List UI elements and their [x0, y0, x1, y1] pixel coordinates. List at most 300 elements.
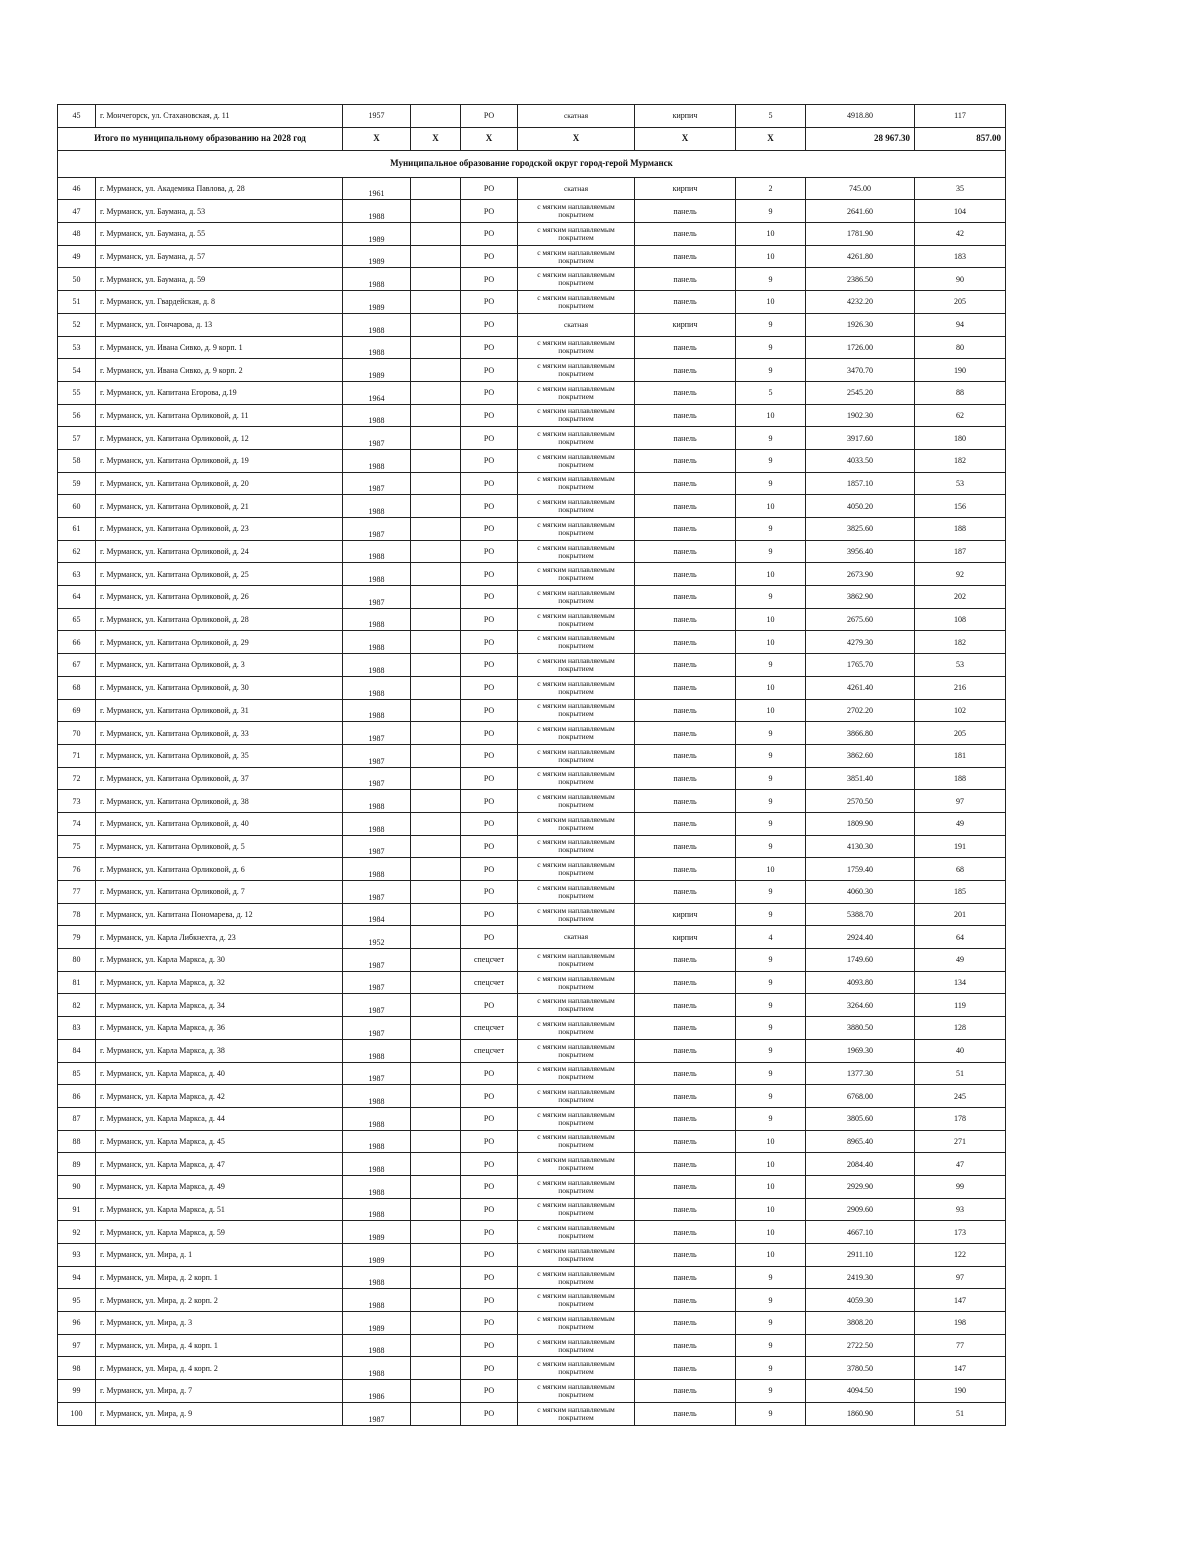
residents-cell: 51 [915, 1062, 1006, 1085]
empty-cell [411, 926, 461, 949]
residents-cell: 117 [915, 105, 1006, 128]
table-row [58, 518, 1006, 541]
area-cell: 1857.10 [806, 472, 915, 495]
residents-cell: 49 [915, 812, 1006, 835]
area-cell: 3917.60 [806, 427, 915, 450]
area-cell: 4094.50 [806, 1380, 915, 1403]
fund-method-cell: спецсчет [461, 1017, 518, 1040]
floors-cell: 9 [736, 790, 806, 813]
area-cell: 1726.00 [806, 336, 915, 359]
empty-cell [411, 586, 461, 609]
empty-cell [411, 699, 461, 722]
roof-type-cell: с мягким наплавляемым покрытием [518, 518, 635, 541]
total-x-cell: X [518, 127, 635, 150]
address-cell: г. Мурманск, ул. Карла Маркса, д. 42 [96, 1085, 343, 1108]
year-cell: 1988 [343, 268, 411, 291]
residents-cell: 185 [915, 881, 1006, 904]
floors-cell: 10 [736, 1175, 806, 1198]
year-cell: 1988 [343, 1289, 411, 1312]
wall-material-cell: панель [635, 359, 736, 382]
residents-cell: 104 [915, 200, 1006, 223]
residents-cell: 190 [915, 1380, 1006, 1403]
table-row [58, 495, 1006, 518]
table-row [58, 812, 1006, 835]
residents-cell: 205 [915, 722, 1006, 745]
roof-type-cell: с мягким наплавляемым покрытием [518, 949, 635, 972]
floors-cell: 10 [736, 1130, 806, 1153]
year-cell: 1988 [343, 540, 411, 563]
roof-type-cell: с мягким наплавляемым покрытием [518, 359, 635, 382]
roof-type-cell: с мягким наплавляемым покрытием [518, 903, 635, 926]
wall-material-cell: панель [635, 631, 736, 654]
fund-method-cell: РО [461, 1312, 518, 1335]
roof-type-cell: с мягким наплавляемым покрытием [518, 427, 635, 450]
table-row [58, 1334, 1006, 1357]
empty-cell [411, 1357, 461, 1380]
floors-cell: 10 [736, 676, 806, 699]
roof-type-cell: с мягким наплавляемым покрытием [518, 1107, 635, 1130]
floors-cell: 10 [736, 563, 806, 586]
area-cell: 4060.30 [806, 881, 915, 904]
roof-type-cell: с мягким наплавляемым покрытием [518, 404, 635, 427]
table-row [58, 767, 1006, 790]
empty-cell [411, 563, 461, 586]
row-number: 95 [58, 1289, 96, 1312]
wall-material-cell: панель [635, 608, 736, 631]
wall-material-cell: панель [635, 744, 736, 767]
area-cell: 4261.40 [806, 676, 915, 699]
floors-cell: 10 [736, 245, 806, 268]
year-cell: 1988 [343, 1039, 411, 1062]
row-number: 89 [58, 1153, 96, 1176]
wall-material-cell: панель [635, 472, 736, 495]
total-x-cell: X [461, 127, 518, 150]
residents-cell: 68 [915, 858, 1006, 881]
fund-method-cell: РО [461, 1289, 518, 1312]
row-number: 69 [58, 699, 96, 722]
floors-cell: 5 [736, 381, 806, 404]
year-cell: 1988 [343, 1107, 411, 1130]
roof-type-cell: с мягким наплавляемым покрытием [518, 1062, 635, 1085]
row-number: 66 [58, 631, 96, 654]
table-row [58, 1017, 1006, 1040]
floors-cell: 9 [736, 994, 806, 1017]
floors-cell: 10 [736, 223, 806, 246]
residents-cell: 205 [915, 291, 1006, 314]
roof-type-cell: с мягким наплавляемым покрытием [518, 472, 635, 495]
area-cell: 1860.90 [806, 1402, 915, 1425]
address-cell: г. Мурманск, ул. Карла Маркса, д. 36 [96, 1017, 343, 1040]
year-cell: 1987 [343, 767, 411, 790]
wall-material-cell: панель [635, 722, 736, 745]
area-cell: 2419.30 [806, 1266, 915, 1289]
fund-method-cell: РО [461, 404, 518, 427]
roof-type-cell: с мягким наплавляемым покрытием [518, 1289, 635, 1312]
area-cell: 4261.80 [806, 245, 915, 268]
table-row [58, 699, 1006, 722]
row-number: 92 [58, 1221, 96, 1244]
fund-method-cell: РО [461, 1198, 518, 1221]
year-cell: 1988 [343, 495, 411, 518]
address-cell: г. Мурманск, ул. Капитана Орликовой, д. 21 [96, 495, 343, 518]
floors-cell: 9 [736, 744, 806, 767]
roof-type-cell: с мягким наплавляемым покрытием [518, 1334, 635, 1357]
table-row [58, 1312, 1006, 1335]
roof-type-cell: с мягким наплавляемым покрытием [518, 1357, 635, 1380]
row-number: 97 [58, 1334, 96, 1357]
residents-cell: 187 [915, 540, 1006, 563]
roof-type-cell: с мягким наплавляемым покрытием [518, 563, 635, 586]
row-number: 86 [58, 1085, 96, 1108]
total-x-cell: X [736, 127, 806, 150]
fund-method-cell: РО [461, 200, 518, 223]
address-cell: г. Мурманск, ул. Карла Маркса, д. 59 [96, 1221, 343, 1244]
floors-cell: 10 [736, 495, 806, 518]
roof-type-cell: с мягким наплавляемым покрытием [518, 835, 635, 858]
floors-cell: 9 [736, 540, 806, 563]
row-number: 68 [58, 676, 96, 699]
wall-material-cell: панель [635, 563, 736, 586]
roof-type-cell: с мягким наплавляемым покрытием [518, 631, 635, 654]
wall-material-cell: кирпич [635, 926, 736, 949]
address-cell: г. Мурманск, ул. Карла Либкнехта, д. 23 [96, 926, 343, 949]
area-cell: 3866.80 [806, 722, 915, 745]
area-cell: 4232.20 [806, 291, 915, 314]
address-cell: г. Мурманск, ул. Капитана Орликовой, д. 20 [96, 472, 343, 495]
wall-material-cell: панель [635, 1221, 736, 1244]
area-cell: 4033.50 [806, 449, 915, 472]
row-number: 77 [58, 881, 96, 904]
wall-material-cell: панель [635, 518, 736, 541]
floors-cell: 9 [736, 1017, 806, 1040]
year-cell: 1987 [343, 586, 411, 609]
address-cell: г. Мурманск, ул. Капитана Орликовой, д. 12 [96, 427, 343, 450]
row-number: 73 [58, 790, 96, 813]
table-row [58, 1107, 1006, 1130]
wall-material-cell: панель [635, 1153, 736, 1176]
empty-cell [411, 404, 461, 427]
area-cell: 1926.30 [806, 313, 915, 336]
empty-cell [411, 1130, 461, 1153]
year-cell: 1988 [343, 563, 411, 586]
floors-cell: 5 [736, 105, 806, 128]
wall-material-cell: панель [635, 1198, 736, 1221]
address-cell: г. Мурманск, ул. Баумана, д. 59 [96, 268, 343, 291]
wall-material-cell: панель [635, 291, 736, 314]
empty-cell [411, 1062, 461, 1085]
residents-cell: 190 [915, 359, 1006, 382]
row-number: 84 [58, 1039, 96, 1062]
floors-cell: 10 [736, 404, 806, 427]
table-row [58, 1221, 1006, 1244]
empty-cell [411, 105, 461, 128]
residents-cell: 42 [915, 223, 1006, 246]
roof-type-cell: с мягким наплавляемым покрытием [518, 336, 635, 359]
fund-method-cell: РО [461, 1062, 518, 1085]
address-cell: г. Мурманск, ул. Баумана, д. 55 [96, 223, 343, 246]
roof-type-cell: с мягким наплавляемым покрытием [518, 767, 635, 790]
address-cell: г. Мурманск, ул. Капитана Орликовой, д. 40 [96, 812, 343, 835]
row-number: 59 [58, 472, 96, 495]
empty-cell [411, 767, 461, 790]
fund-method-cell: РО [461, 608, 518, 631]
floors-cell: 9 [736, 1312, 806, 1335]
roof-type-cell: с мягким наплавляемым покрытием [518, 722, 635, 745]
table-row [58, 540, 1006, 563]
address-cell: г. Мурманск, ул. Баумана, д. 57 [96, 245, 343, 268]
roof-type-cell: скатная [518, 313, 635, 336]
fund-method-cell: РО [461, 926, 518, 949]
table-row [58, 1266, 1006, 1289]
table-row [58, 177, 1006, 200]
floors-cell: 9 [736, 1085, 806, 1108]
fund-method-cell: РО [461, 790, 518, 813]
table-row [58, 926, 1006, 949]
row-number: 52 [58, 313, 96, 336]
table-row [58, 105, 1006, 128]
floors-cell: 9 [736, 654, 806, 677]
fund-method-cell: РО [461, 563, 518, 586]
year-cell: 1988 [343, 404, 411, 427]
area-cell: 4093.80 [806, 971, 915, 994]
roof-type-cell: с мягким наплавляемым покрытием [518, 1266, 635, 1289]
fund-method-cell: РО [461, 881, 518, 904]
fund-method-cell: РО [461, 359, 518, 382]
year-cell: 1952 [343, 926, 411, 949]
row-number: 96 [58, 1312, 96, 1335]
wall-material-cell: кирпич [635, 313, 736, 336]
total-area: 28 967.30 [806, 127, 915, 150]
residents-cell: 80 [915, 336, 1006, 359]
roof-type-cell: с мягким наплавляемым покрытием [518, 1153, 635, 1176]
address-cell: г. Мурманск, ул. Капитана Орликовой, д. 11 [96, 404, 343, 427]
address-cell: г. Мурманск, ул. Баумана, д. 53 [96, 200, 343, 223]
empty-cell [411, 812, 461, 835]
residents-cell: 216 [915, 676, 1006, 699]
area-cell: 1902.30 [806, 404, 915, 427]
area-cell: 745.00 [806, 177, 915, 200]
residents-cell: 40 [915, 1039, 1006, 1062]
address-cell: г. Мурманск, ул. Карла Маркса, д. 34 [96, 994, 343, 1017]
wall-material-cell: панель [635, 1289, 736, 1312]
empty-cell [411, 858, 461, 881]
empty-cell [411, 1017, 461, 1040]
roof-type-cell: с мягким наплавляемым покрытием [518, 1175, 635, 1198]
area-cell: 2545.20 [806, 381, 915, 404]
row-number: 99 [58, 1380, 96, 1403]
roof-type-cell: с мягким наплавляемым покрытием [518, 495, 635, 518]
wall-material-cell: панель [635, 767, 736, 790]
wall-material-cell: панель [635, 1312, 736, 1335]
area-cell: 2911.10 [806, 1244, 915, 1267]
fund-method-cell: РО [461, 427, 518, 450]
table-row [58, 1244, 1006, 1267]
area-cell: 4667.10 [806, 1221, 915, 1244]
table-row [58, 404, 1006, 427]
address-cell: г. Мурманск, ул. Мира, д. 1 [96, 1244, 343, 1267]
row-number: 57 [58, 427, 96, 450]
year-cell: 1988 [343, 812, 411, 835]
year-cell: 1987 [343, 835, 411, 858]
year-cell: 1988 [343, 336, 411, 359]
year-cell: 1987 [343, 427, 411, 450]
fund-method-cell: РО [461, 699, 518, 722]
empty-cell [411, 949, 461, 972]
table-row [58, 881, 1006, 904]
empty-cell [411, 1107, 461, 1130]
area-cell: 2929.90 [806, 1175, 915, 1198]
total-x-cell: X [411, 127, 461, 150]
row-number: 46 [58, 177, 96, 200]
roof-type-cell: с мягким наплавляемым покрытием [518, 1198, 635, 1221]
wall-material-cell: панель [635, 540, 736, 563]
housing-register-table [57, 104, 1006, 1426]
table-row [58, 1402, 1006, 1425]
area-cell: 2673.90 [806, 563, 915, 586]
floors-cell: 9 [736, 903, 806, 926]
floors-cell: 9 [736, 812, 806, 835]
wall-material-cell: панель [635, 336, 736, 359]
area-cell: 1969.30 [806, 1039, 915, 1062]
address-cell: г. Мурманск, ул. Мира, д. 4 корп. 2 [96, 1357, 343, 1380]
roof-type-cell: с мягким наплавляемым покрытием [518, 223, 635, 246]
fund-method-cell: РО [461, 812, 518, 835]
fund-method-cell: РО [461, 268, 518, 291]
roof-type-cell: с мягким наплавляемым покрытием [518, 1402, 635, 1425]
residents-cell: 147 [915, 1357, 1006, 1380]
floors-cell: 9 [736, 1402, 806, 1425]
row-number: 58 [58, 449, 96, 472]
table-row [58, 336, 1006, 359]
roof-type-cell: с мягким наплавляемым покрытием [518, 676, 635, 699]
wall-material-cell: панель [635, 495, 736, 518]
residents-cell: 202 [915, 586, 1006, 609]
fund-method-cell: РО [461, 518, 518, 541]
residents-cell: 180 [915, 427, 1006, 450]
year-cell: 1987 [343, 881, 411, 904]
row-number: 63 [58, 563, 96, 586]
total-x-cell: X [343, 127, 411, 150]
roof-type-cell: с мягким наплавляемым покрытием [518, 449, 635, 472]
residents-cell: 53 [915, 472, 1006, 495]
floors-cell: 9 [736, 1062, 806, 1085]
address-cell: г. Мурманск, ул. Капитана Орликовой, д. 5 [96, 835, 343, 858]
empty-cell [411, 744, 461, 767]
year-cell: 1988 [343, 1198, 411, 1221]
floors-cell: 9 [736, 472, 806, 495]
empty-cell [411, 381, 461, 404]
row-number: 82 [58, 994, 96, 1017]
year-cell: 1984 [343, 903, 411, 926]
roof-type-cell: с мягким наплавляемым покрытием [518, 858, 635, 881]
fund-method-cell: РО [461, 1266, 518, 1289]
address-cell: г. Мурманск, ул. Капитана Пономарева, д. 12 [96, 903, 343, 926]
roof-type-cell: скатная [518, 177, 635, 200]
table-row [58, 268, 1006, 291]
residents-cell: 64 [915, 926, 1006, 949]
row-number: 94 [58, 1266, 96, 1289]
floors-cell: 9 [736, 1039, 806, 1062]
empty-cell [411, 1402, 461, 1425]
residents-cell: 88 [915, 381, 1006, 404]
year-cell: 1988 [343, 608, 411, 631]
address-cell: г. Мурманск, ул. Капитана Орликовой, д. 35 [96, 744, 343, 767]
section-header-row [58, 150, 1006, 177]
area-cell: 6768.00 [806, 1085, 915, 1108]
floors-cell: 9 [736, 200, 806, 223]
fund-method-cell: РО [461, 1221, 518, 1244]
empty-cell [411, 1085, 461, 1108]
empty-cell [411, 971, 461, 994]
wall-material-cell: панель [635, 858, 736, 881]
residents-cell: 49 [915, 949, 1006, 972]
floors-cell: 9 [736, 359, 806, 382]
area-cell: 3862.90 [806, 586, 915, 609]
residents-cell: 92 [915, 563, 1006, 586]
wall-material-cell: панель [635, 676, 736, 699]
table-row [58, 586, 1006, 609]
year-cell: 1988 [343, 631, 411, 654]
wall-material-cell: кирпич [635, 903, 736, 926]
empty-cell [411, 835, 461, 858]
table-row [58, 1198, 1006, 1221]
fund-method-cell: РО [461, 1244, 518, 1267]
residents-cell: 108 [915, 608, 1006, 631]
wall-material-cell: панель [635, 1107, 736, 1130]
year-cell: 1987 [343, 722, 411, 745]
fund-method-cell: РО [461, 177, 518, 200]
fund-method-cell: РО [461, 586, 518, 609]
table-row [58, 563, 1006, 586]
year-cell: 1988 [343, 1266, 411, 1289]
residents-cell: 271 [915, 1130, 1006, 1153]
year-cell: 1986 [343, 1380, 411, 1403]
empty-cell [411, 540, 461, 563]
fund-method-cell: РО [461, 1130, 518, 1153]
wall-material-cell: панель [635, 1017, 736, 1040]
year-cell: 1987 [343, 1402, 411, 1425]
roof-type-cell: с мягким наплавляемым покрытием [518, 1085, 635, 1108]
table-row [58, 313, 1006, 336]
address-cell: г. Мурманск, ул. Капитана Орликовой, д. 26 [96, 586, 343, 609]
roof-type-cell: с мягким наплавляемым покрытием [518, 881, 635, 904]
empty-cell [411, 472, 461, 495]
fund-method-cell: РО [461, 1334, 518, 1357]
table-row [58, 608, 1006, 631]
residents-cell: 188 [915, 518, 1006, 541]
wall-material-cell: панель [635, 200, 736, 223]
address-cell: г. Мурманск, ул. Капитана Орликовой, д. 19 [96, 449, 343, 472]
year-cell: 1988 [343, 200, 411, 223]
empty-cell [411, 654, 461, 677]
empty-cell [411, 1198, 461, 1221]
area-cell: 3825.60 [806, 518, 915, 541]
residents-cell: 181 [915, 744, 1006, 767]
fund-method-cell: РО [461, 1357, 518, 1380]
address-cell: г. Мурманск, ул. Карла Маркса, д. 47 [96, 1153, 343, 1176]
table-row [58, 472, 1006, 495]
area-cell: 2641.60 [806, 200, 915, 223]
table-row [58, 1357, 1006, 1380]
floors-cell: 9 [736, 835, 806, 858]
total-row [58, 127, 1006, 150]
fund-method-cell: спецсчет [461, 1039, 518, 1062]
fund-method-cell: РО [461, 835, 518, 858]
table-row [58, 1039, 1006, 1062]
area-cell: 3470.70 [806, 359, 915, 382]
area-cell: 2924.40 [806, 926, 915, 949]
wall-material-cell: панель [635, 881, 736, 904]
